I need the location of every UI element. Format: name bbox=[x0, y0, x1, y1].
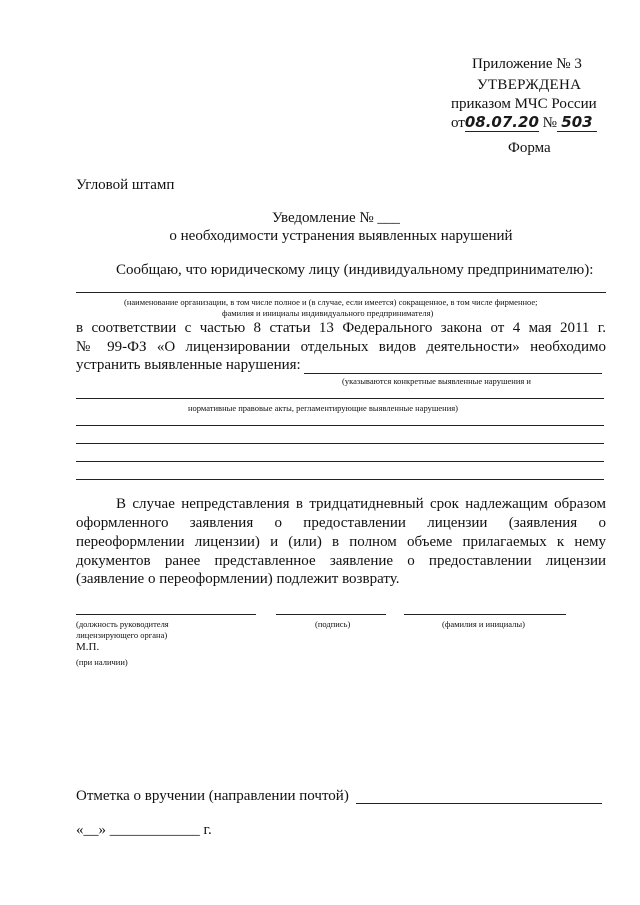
intro-text: Сообщаю, что юридическому лицу (индивидуальному предпринимателю): bbox=[116, 262, 594, 278]
violations-caption-1: (указываются конкретные выявленные нарушения и bbox=[342, 376, 531, 386]
org-caption-1: (наименование организации, в том числе полное и (в случае, если имеется) сокращенное, в том числе фирменное; bbox=[124, 297, 538, 307]
violations-line-3[interactable] bbox=[76, 443, 604, 444]
notice-title: Уведомление № ___ bbox=[272, 210, 400, 226]
signature-line[interactable] bbox=[276, 614, 386, 615]
date-prefix: от bbox=[451, 115, 465, 131]
warning-text-4: документов ранее представленное заявление о предоставлении лицензии bbox=[76, 553, 606, 569]
order-by: приказом МЧС России bbox=[451, 96, 597, 112]
delivery-label: Отметка о вручении (направлении почтой) bbox=[76, 788, 349, 804]
violations-line-4[interactable] bbox=[76, 461, 604, 462]
warning-text-5: (заявление о переоформлении) подлежит возврату. bbox=[76, 571, 400, 587]
delivery-date: «__» ____________ г. bbox=[76, 822, 212, 838]
warning-text-3: переоформлении лицензии) и (или) в полном объеме прилагаемых к нему bbox=[76, 534, 606, 550]
corner-stamp: Угловой штамп bbox=[76, 177, 175, 193]
violations-line-2[interactable] bbox=[76, 425, 604, 426]
order-date-number bbox=[451, 113, 597, 132]
position-caption-2: лицензирующего органа) bbox=[76, 630, 168, 640]
delivery-line[interactable] bbox=[356, 803, 602, 804]
order-date-handwritten: 08.07.20 bbox=[464, 113, 539, 131]
violations-line-5[interactable] bbox=[76, 479, 604, 480]
position-caption-1: (должность руководителя bbox=[76, 619, 169, 629]
violations-line-0[interactable] bbox=[304, 373, 602, 374]
notice-subtitle: о необходимости устранения выявленных нарушений bbox=[169, 228, 513, 244]
law-text-1: в соответствии с частью 8 статьи 13 Федерального закона от 4 мая 2011 г. bbox=[76, 320, 606, 336]
order-number-handwritten: 503 bbox=[557, 113, 597, 132]
seal-label: М.П. bbox=[76, 641, 100, 653]
name-caption: (фамилия и инициалы) bbox=[442, 619, 525, 629]
violations-caption-2: нормативные правовые акты, регламентирующие выявленные нарушения) bbox=[188, 403, 458, 413]
name-line[interactable] bbox=[404, 614, 566, 615]
signature-caption: (подпись) bbox=[315, 619, 351, 629]
org-name-line[interactable] bbox=[76, 292, 606, 293]
law-text-2: № 99-ФЗ «О лицензировании отдельных видов деятельности» необходимо bbox=[76, 339, 606, 355]
position-line[interactable] bbox=[76, 614, 256, 615]
org-caption-2: фамилия и инициалы индивидуального предпринимателя) bbox=[222, 308, 434, 318]
form-label: Форма bbox=[508, 140, 551, 156]
appendix-number: Приложение № 3 bbox=[472, 56, 582, 72]
seal-note: (при наличии) bbox=[76, 657, 128, 667]
warning-text-2: оформленного заявления о предоставлении лицензии (заявления о bbox=[76, 515, 606, 531]
number-sign: № bbox=[542, 115, 557, 131]
law-text-3: устранить выявленные нарушения: bbox=[76, 357, 301, 373]
violations-line-1[interactable] bbox=[76, 398, 604, 399]
warning-text-1: В случае непредставления в тридцатидневный срок надлежащим образом bbox=[116, 496, 606, 512]
approved-label: УТВЕРЖДЕНА bbox=[477, 77, 582, 93]
